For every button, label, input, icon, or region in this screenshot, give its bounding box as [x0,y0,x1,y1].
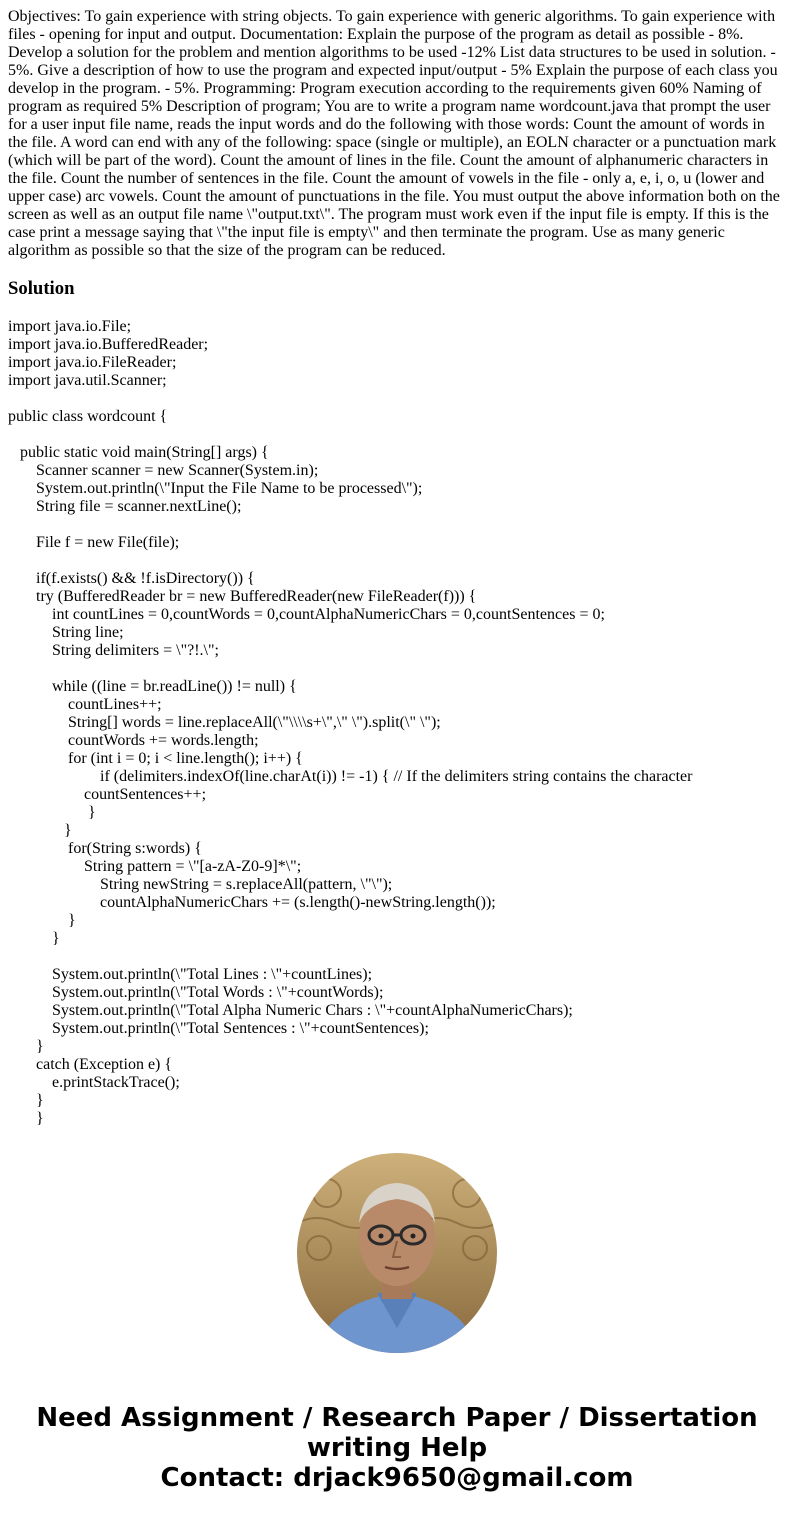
code-line: } [8,930,60,947]
code-line: e.printStackTrace(); [8,1074,180,1091]
code-line: for (int i = 0; i < line.length(); i++) { [8,750,303,767]
code-line: catch (Exception e) { [8,1056,173,1073]
code-line: public static void main(String[] args) { [8,444,269,461]
code-line: String delimiters = \"?!.\"; [8,642,219,659]
code-line: System.out.println(\"Total Sentences : \"+countSentences); [8,1020,429,1037]
solution-code [8,318,794,1128]
code-line: System.out.println(\"Total Words : \"+countWords); [8,984,384,1001]
code-line: if(f.exists() && !f.isDirectory()) { [8,570,255,587]
code-line [8,948,794,966]
code-line [8,552,794,570]
code-line: countAlphaNumericChars += (s.length()-newString.length()); [8,894,496,911]
code-line: } [8,912,76,929]
code-line [8,516,794,534]
code-line: System.out.println(\"Input the File Name to be processed\"); [8,480,423,497]
footer-line-1: Need Assignment / Research Paper / Dissertation [36,1403,758,1433]
contact-footer [0,1403,794,1493]
code-line: int countLines = 0,countWords = 0,countAlphaNumericChars = 0,countSentences = 0; [8,606,605,623]
code-line: countWords += words.length; [8,732,259,749]
code-line [8,390,794,408]
code-line: } [8,1092,44,1109]
author-avatar [297,1153,497,1353]
code-line: import java.io.FileReader; [8,354,177,371]
code-line: String line; [8,624,124,641]
footer-contact-email: Contact: drjack9650@gmail.com [160,1463,634,1493]
code-line: System.out.println(\"Total Lines : \"+countLines); [8,966,373,983]
code-line: if (delimiters.indexOf(line.charAt(i)) != -1) { // If the delimiters string contains the character [8,768,693,785]
code-line: for(String s:words) { [8,840,202,857]
code-line: System.out.println(\"Total Alpha Numeric Chars : \"+countAlphaNumericChars); [8,1002,573,1019]
question-text: Objectives: To gain experience with string objects. To gain experience with generic algorithms. To gain experience with files - opening for input and output. Documentation: Explain the purpose of the program as detail as possible - 8%. Develop a solution for the problem and mention algorithms to be used -12% List data structures to be used in solution. - 5%. Give a description of how to use the program and expected input/output - 5% Explain the purpose of each class you develop in the program. - 5%. Programming: Program execution according to the requirements given 60% Naming of program as required 5% Description of program; You are to write a program name wordcount.java that prompt the user for a user input file name, reads the input words and do the following with those words: Count the amount of words in the file. A word can end with any of the following: space (single or multiple), an EOLN character or a punctuation mark (which will be part of the word). Count the amount of lines in the file. Count the amount of alphanumeric characters in the file. Count the number of sentences in the file. Count the amount of vowels in the file - only a, e, i, o, u (lower and upper case) arc vowels. Count the amount of punctuations in the file. You must output the above information both on the screen as well as an output file name \"output.txt\". The program must work even if the input file is empty. If this is the case print a message saying that \"the input file is empty\" and then terminate the program. Use as many generic algorithm as possible so that the size of the program can be reduced. [8,8,780,259]
code-line: try (BufferedReader br = new BufferedReader(new FileReader(f))) { [8,588,477,605]
code-line: countSentences++; [8,786,207,803]
footer-line-2: writing Help [306,1433,488,1463]
code-line: countLines++; [8,696,162,713]
code-line: while ((line = br.readLine()) != null) { [8,678,297,695]
code-line: } [8,1038,44,1055]
code-line: String newString = s.replaceAll(pattern, \"\"); [8,876,393,893]
code-line: } [8,804,96,821]
code-line [8,426,794,444]
solution-heading: Solution [8,278,75,299]
code-line [8,660,794,678]
code-line: String pattern = \"[a-zA-Z0-9]*\"; [8,858,302,875]
code-line: } [8,1110,44,1127]
code-line: String[] words = line.replaceAll(\"\\\\s+\",\" \").split(\" \"); [8,714,441,731]
code-line: import java.util.Scanner; [8,372,167,389]
code-line: } [8,822,72,839]
person-portrait-icon [297,1153,497,1353]
code-line: String file = scanner.nextLine(); [8,498,242,515]
code-line: import java.io.File; [8,318,132,335]
code-line: public class wordcount { [8,408,168,425]
code-line: Scanner scanner = new Scanner(System.in); [8,462,319,479]
code-line: File f = new File(file); [8,534,180,551]
code-line: import java.io.BufferedReader; [8,336,209,353]
